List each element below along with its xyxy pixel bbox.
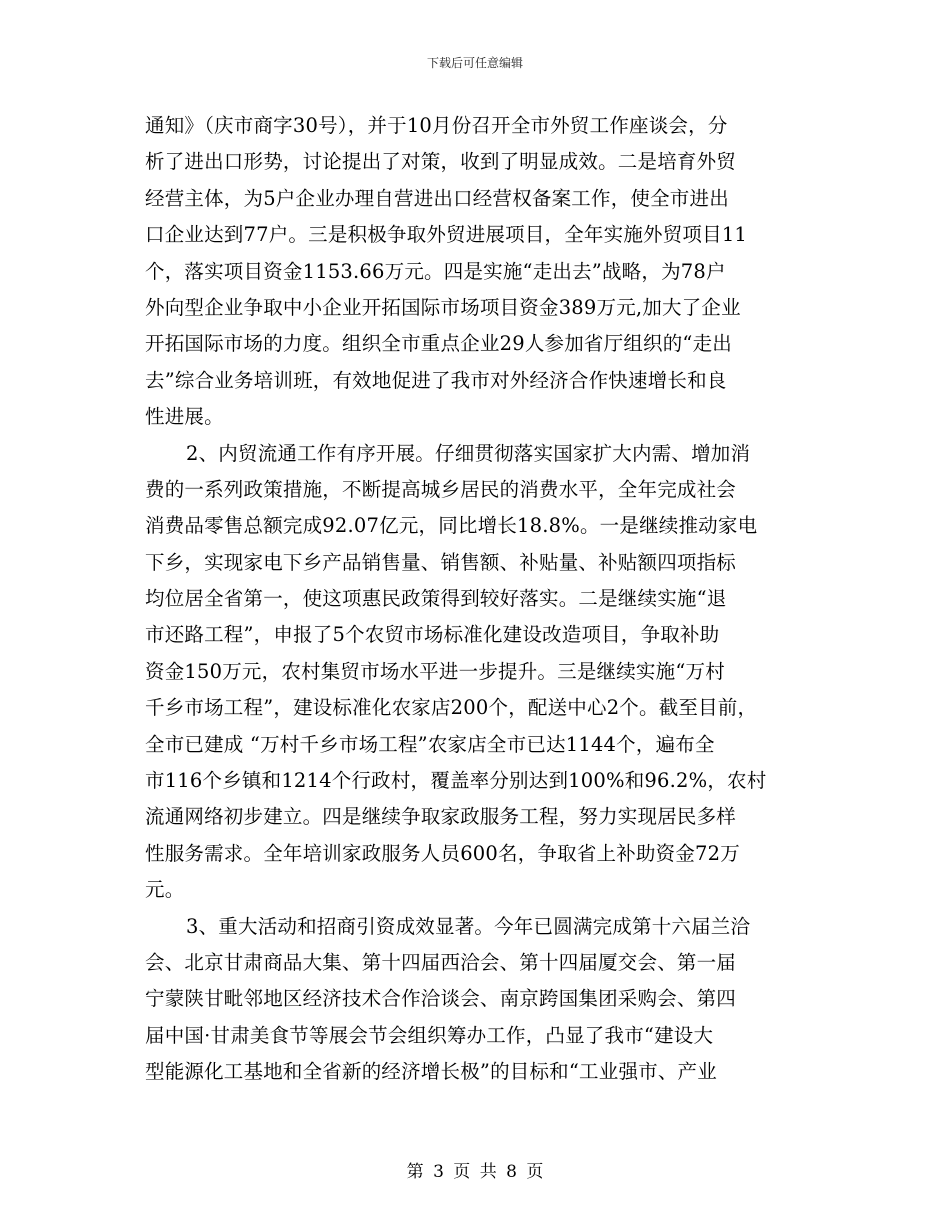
text-line: 宁蒙陕甘毗邻地区经济技术合作洽谈会、南京跨国集团采购会、第四 xyxy=(145,987,737,1011)
text-line: 均位居全省第一，使这项惠民政策得到较好落实。二是继续实施“退 xyxy=(145,587,727,611)
text-line: 届中国·甘肃美食节等展会节会组织筹办工作，凸显了我市“建设大 xyxy=(145,1023,714,1047)
text-line: 型能源化工基地和全省新的经济增长极”的目标和“工业强市、产业 xyxy=(145,1060,717,1084)
text-line: 开拓国际市场的力度。组织全市重点企业29人参加省厅组织的“走出 xyxy=(145,332,732,356)
text-line: 析了进出口形势，讨论提出了对策，收到了明显成效。二是培育外贸 xyxy=(145,150,737,174)
text-line: 市还路工程”，申报了5个农贸市场标准化建设改造项目，争取补助 xyxy=(145,623,720,647)
page-number-footer: 第 3 页 共 8 页 xyxy=(406,1162,544,1182)
text-line: 会、北京甘肃商品大集、第十四届西洽会、第十四届厦交会、第一届 xyxy=(145,950,737,974)
text-line: 个，落实项目资金1153.66万元。四是实施“走出去”战略，为78户 xyxy=(145,259,726,283)
text-line: 千乡市场工程”，建设标准化农家店200个，配送中心2个。截至目前， xyxy=(145,696,758,720)
paragraph-start-line: 2、内贸流通工作有序开展。仔细贯彻落实国家扩大内需、增加消 xyxy=(186,441,751,465)
text-line: 市116个乡镇和1214个行政村，覆盖率分别达到100%和96.2%，农村 xyxy=(145,769,767,793)
text-line: 性服务需求。全年培训家政服务人员600名，争取省上补助资金72万 xyxy=(145,841,740,865)
document-body xyxy=(145,108,815,1091)
text-line: 性进展。 xyxy=(145,405,224,429)
text-line: 去”综合业务培训班，有效地促进了我市对外经济合作快速增长和良 xyxy=(145,368,727,392)
text-line: 通知》（庆市商字30号），并于10月份召开全市外贸工作座谈会，分 xyxy=(145,114,728,137)
text-line: 费的一系列政策措施，不断提高城乡居民的消费水平，全年完成社会 xyxy=(145,477,737,501)
paragraph-start-line: 3、重大活动和招商引资成效显著。今年已圆满完成第十六届兰洽 xyxy=(186,914,751,938)
text-line: 消费品零售总额完成92.07亿元，同比增长18.8%。一是继续推动家电 xyxy=(145,514,758,538)
text-line: 流通网络初步建立。四是继续争取家政服务工程，努力实现居民多样 xyxy=(145,805,737,829)
text-line: 全市已建成 “万村千乡市场工程”农家店全市已达1144个，遍布全 xyxy=(145,732,715,756)
page-header-note: 下载后可任意编辑 xyxy=(426,56,523,70)
text-line: 外向型企业争取中小企业开拓国际市场项目资金389万元,加大了企业 xyxy=(145,295,741,319)
text-line: 元。 xyxy=(145,878,185,902)
text-line: 口企业达到77户。三是积极争取外贸进展项目，全年实施外贸项目11 xyxy=(145,223,748,247)
text-line: 下乡，实现家电下乡产品销售量、销售额、补贴量、补贴额四项指标 xyxy=(145,550,737,574)
text-line: 资金150万元，农村集贸市场水平进一步提升。三是继续实施“万村 xyxy=(145,659,725,683)
text-line: 经营主体，为5户企业办理自营进出口经营权备案工作，使全市进出 xyxy=(145,186,729,210)
